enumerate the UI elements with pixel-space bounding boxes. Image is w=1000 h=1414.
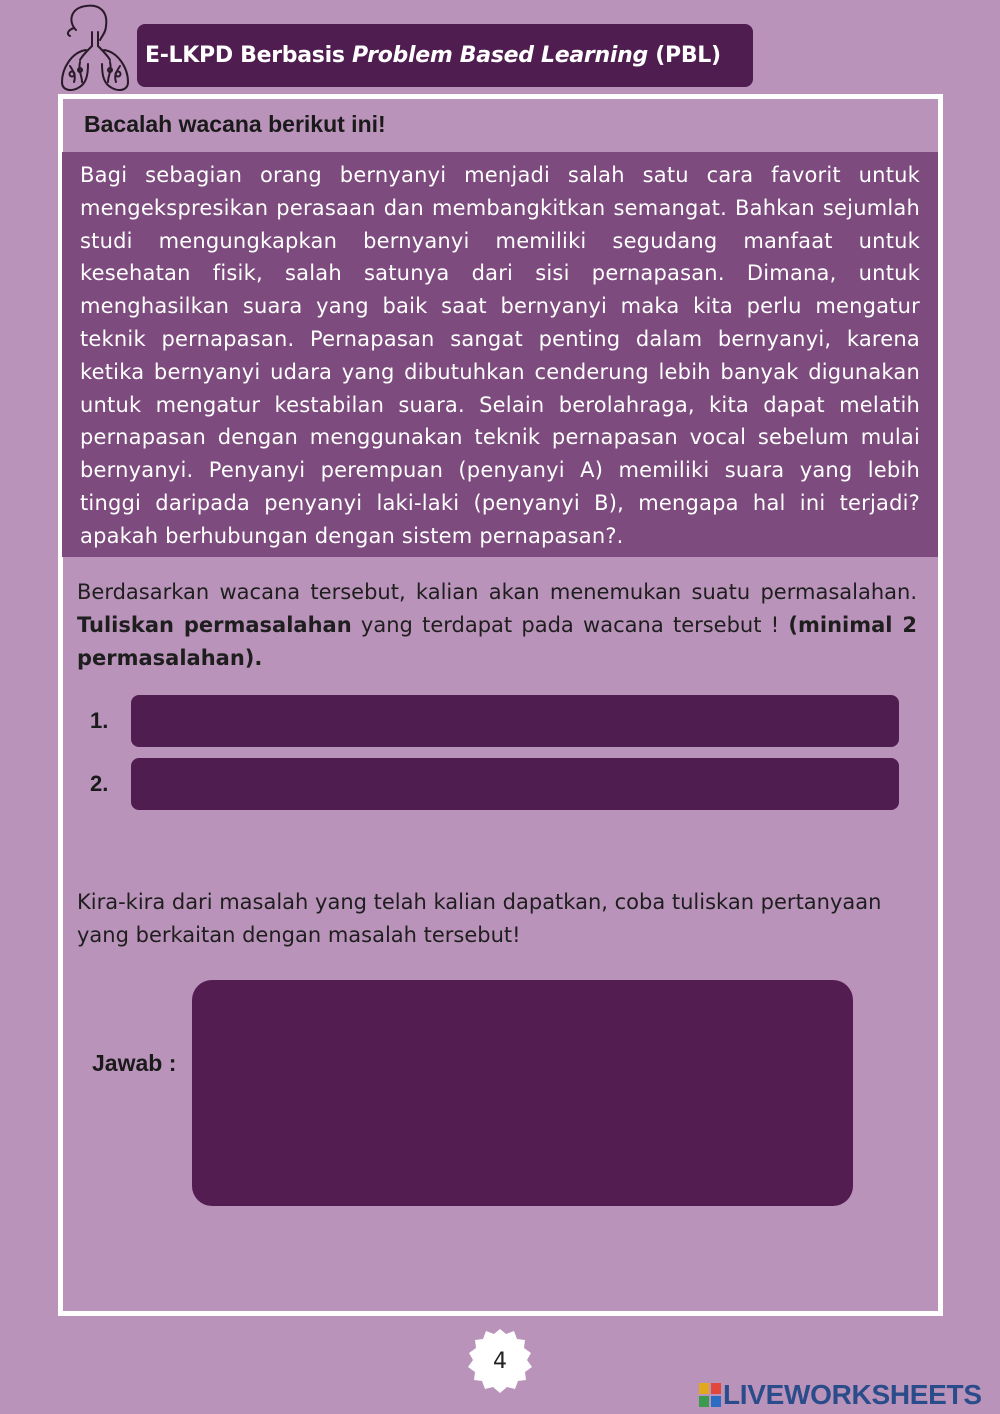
instruction-part2: yang terdapat pada wacana tersebut !	[351, 613, 789, 637]
passage-text: Bagi sebagian orang bernyanyi menjadi salah satu cara favorit untuk mengekspresikan perasaan dan membangkitkan semangat. Bahkan sejumlah studi mengungkapkan bernyanyi memiliki segudang manfaat untuk kesehatan fisik, salah satunya dari sisi pernapasan. Dimana, untuk menghasilkan suara yang baik saat bernyanyi maka kita perlu mengatur teknik pernapasan. Pernapasan sangat penting dalam bernyanyi, karena ketika bernyanyi udara yang dibutuhkan cenderung lebih banyak digunakan untuk mengatur kestabilan suara. Selain berolahraga, kita dapat melatih pernapasan dengan menggunakan teknik pernapasan vocal sebelum mulai bernyanyi. Penyanyi perempuan (penyanyi A) memiliki suara yang lebih tinggi daripada penyanyi laki-laki (penyanyi B), mengapa hal ini terjadi? apakah berhubungan dengan sistem pernapasan?.	[80, 163, 920, 548]
passage-box	[62, 152, 938, 557]
task-instruction	[77, 576, 917, 675]
lungs-icon	[56, 2, 134, 94]
header-title-suffix: (PBL)	[647, 43, 721, 68]
answer-number-2: 2.	[90, 771, 109, 796]
page-number: 4	[493, 1349, 507, 1374]
reading-title: Bacalah wacana berikut ini!	[84, 111, 386, 137]
liveworksheets-logo	[699, 1380, 995, 1410]
question-prompt: Kira-kira dari masalah yang telah kalian dapatkan, coba tuliskan pertanyaan yang berkaitan dengan masalah tersebut!	[77, 890, 882, 947]
header-title-emphasis: Problem Based Learning	[352, 43, 648, 68]
answer-textarea[interactable]	[192, 980, 853, 1206]
answer-label: Jawab :	[92, 1050, 177, 1076]
liveworksheets-brand: LIVEWORKSHEETS	[723, 1379, 982, 1410]
answer-number-1: 1.	[90, 708, 109, 733]
answer-field-1[interactable]	[131, 695, 899, 747]
instruction-bold: Tuliskan permasalahan	[77, 613, 352, 637]
answer-field-2[interactable]	[131, 758, 899, 810]
header-banner	[137, 24, 753, 87]
instruction-part1: Berdasarkan wacana tersebut, kalian akan menemukan suatu permasalahan.	[77, 580, 917, 604]
header-title-prefix: E-LKPD Berbasis	[145, 43, 352, 68]
instruction-bold2: (minimal 2 permasalahan).	[77, 613, 918, 670]
liveworksheets-mark-icon	[699, 1383, 721, 1407]
